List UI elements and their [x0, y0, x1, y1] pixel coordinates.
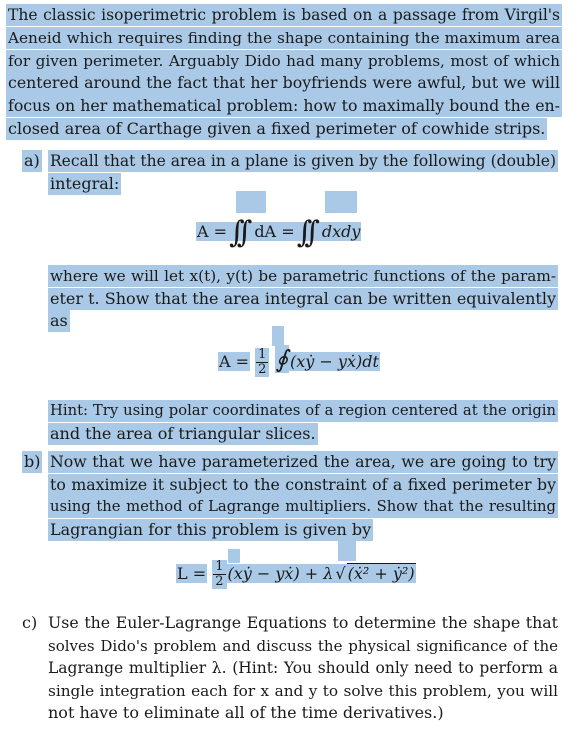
one-half-fraction: [255, 348, 269, 377]
eq1-mid: dA =: [254, 222, 295, 241]
contour-integral-symbol: ∮: [275, 345, 289, 373]
square-root-symbol: √: [335, 564, 346, 583]
fraction-denominator: 2: [215, 574, 224, 589]
hint-text: [48, 400, 558, 451]
intro-line: The classic isoperimetric problem is based on a passage from Virgil's: [6, 4, 562, 26]
part-b-line: Now that we have parameterized the area, we are going to try: [50, 452, 556, 471]
lagrangian-lhs: L =: [177, 564, 207, 583]
part-b-label: b): [24, 452, 41, 471]
intro-line: Aeneid which requires finding the shape containing the maximum area: [6, 27, 562, 49]
area-double-integral-equation: [196, 210, 361, 250]
one-half-fraction: [212, 560, 226, 589]
fraction-numerator: 1: [215, 559, 224, 574]
highlight-box: [272, 326, 284, 346]
intro-line: centered around the fact that her boyfriends were awful, but we will: [6, 72, 562, 94]
area-line-integral-equation: [218, 345, 380, 377]
part-c-line: Use the Euler-Lagrange Equations to determine the shape that: [48, 613, 558, 632]
lagrangian-rhs: (ẋ² + ẏ²): [347, 564, 415, 583]
part-c-line: not have to eliminate all of the time derivatives.): [48, 703, 444, 722]
intro-line: for given perimeter. Arguably Dido had many problems, most of which: [6, 50, 562, 72]
part-a-text2: [48, 265, 558, 339]
part-b-line: using the method of Lagrange multipliers. Show that the resulting: [48, 496, 558, 518]
lagrangian-mid: (xẏ − yẋ) + λ: [227, 564, 334, 583]
part-c-line: single integration each for x and y to solve this problem, you will: [48, 681, 558, 700]
part-c-line: solves Dido's problem and discuss the physical significance of the: [48, 636, 558, 655]
part-a-line: Recall that the area in a plane is given by the following (double): [50, 152, 556, 170]
integral-symbol: ∫∫: [296, 222, 321, 241]
eq2-lhs: A =: [219, 352, 250, 371]
part-a-line: where we will let x(t), y(t) be parametric functions of the param-: [50, 267, 556, 285]
part-b-line: Lagrangian for this problem is given by: [50, 519, 372, 539]
part-b-text: [48, 451, 558, 547]
fraction-denominator: 2: [258, 362, 267, 377]
part-a-line: as: [50, 311, 68, 330]
part-c-text: [48, 612, 558, 731]
part-b-line: to maximize it subject to the constraint of a fixed perimeter by: [50, 474, 556, 494]
eq2-rhs: (xẏ − yẋ)dt: [290, 352, 379, 371]
eq1-lhs: A =: [197, 222, 228, 241]
intro-line: focus on her mathematical problem: how to maximally bound the en-: [6, 95, 562, 117]
part-a-text: [48, 150, 558, 201]
highlight-box: [338, 541, 356, 561]
integral-symbol: ∫∫: [228, 222, 253, 241]
lagrangian-equation: [176, 560, 416, 589]
intro-paragraph: [6, 4, 562, 147]
fraction-numerator: 1: [258, 347, 267, 362]
hint-line: and the area of triangular slices.: [50, 423, 316, 443]
intro-line: closed area of Carthage given a fixed perimeter of cowhide strips.: [6, 118, 547, 140]
part-a-line: integral:: [50, 173, 120, 193]
part-a-label: a): [24, 151, 40, 170]
hint-line: Hint: Try using polar coordinates of a region centered at the origin: [48, 400, 558, 422]
part-a-line: eter t. Show that the area integral can be written equivalently: [50, 288, 556, 308]
part-c-label: c): [22, 613, 38, 632]
eq1-rhs: dxdy: [321, 222, 361, 241]
part-c-line: Lagrange multiplier λ. (Hint: You should only need to perform a: [48, 659, 558, 677]
